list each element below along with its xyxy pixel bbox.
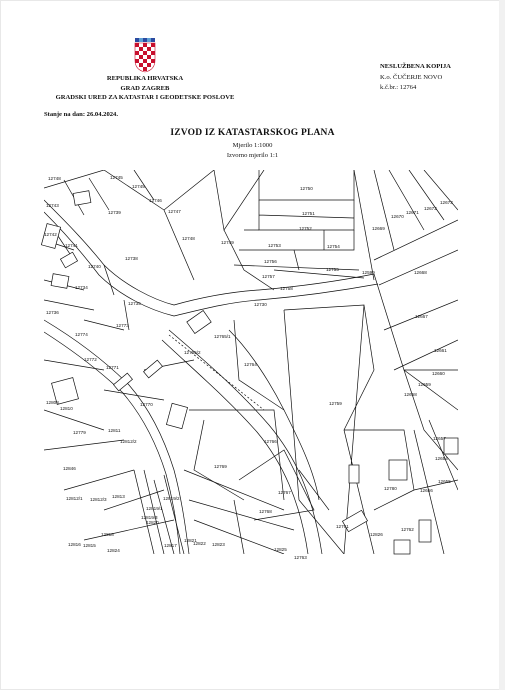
parcel-label-p-12817: 12817 <box>164 543 177 548</box>
parcel-number: k.č.br.: 12764 <box>380 84 417 91</box>
parcel-label-p-12758: 12758 <box>280 286 293 291</box>
coat-of-arms-icon <box>134 38 156 72</box>
parcel-label-p-12745: 12745 <box>132 184 145 189</box>
parcel-label-p-12754: 12754 <box>327 244 340 249</box>
parcel-label-p-12812-2: 12812/2 <box>120 439 137 444</box>
parcel-label-p-12654: 12654 <box>435 456 448 461</box>
parcel-label-p-12765-2: 12765/2 <box>184 350 201 355</box>
cadastral-municipality: K.o. ČUČERJE NOVO <box>380 73 443 81</box>
parcel-label-p-12822: 12822 <box>193 541 206 546</box>
parcel-label-p-12816: 12816 <box>68 542 81 547</box>
issuer-block <box>44 74 246 103</box>
parcel-label-p-12736: 12736 <box>46 310 59 315</box>
copy-info <box>380 62 451 94</box>
parcel-label-p-12740: 12740 <box>88 264 101 269</box>
parcel-label-p-12820: 12820 <box>146 520 159 525</box>
parcel-label-p-12818: 12818 <box>101 532 114 537</box>
parcel-label-p-12762: 12762 <box>401 527 414 532</box>
parcel-label-p-12819-2: 12819/2 <box>163 496 180 501</box>
parcel-label-p-12823: 12823 <box>212 542 225 547</box>
parcel-label-p-12765-1: 12765/1 <box>214 334 231 339</box>
parcel-label-p-12747: 12747 <box>168 209 181 214</box>
parcel-label-p-12819-3: 12819/3 <box>141 515 158 520</box>
parcel-label-p-12655: 12655 <box>438 479 451 484</box>
parcel-label-p-12730: 12730 <box>254 302 267 307</box>
parcel-label-p-12815: 12815 <box>83 543 96 548</box>
parcel-label-p-12599: 12599 <box>362 270 375 275</box>
parcel-label-p-12748a: 12748 <box>48 176 61 181</box>
parcel-label-p-12824: 12824 <box>107 548 120 553</box>
parcel-label-p-12808: 12808 <box>46 400 59 405</box>
parcel-label-p-12755: 12755 <box>326 267 339 272</box>
parcel-label-p-12659: 12659 <box>418 382 431 387</box>
parcel-label-p-12669: 12669 <box>372 226 385 231</box>
cadastral-map <box>44 170 458 560</box>
parcel-label-p-12772: 12772 <box>84 357 97 362</box>
parcel-label-p-12767: 12767 <box>278 490 291 495</box>
parcel-label-p-12779: 12779 <box>73 430 86 435</box>
parcel-label-p-12846: 12846 <box>63 466 76 471</box>
parcel-label-p-12749: 12749 <box>221 240 234 245</box>
parcel-label-p-12756: 12756 <box>264 259 277 264</box>
parcel-label-p-12773: 12773 <box>116 323 129 328</box>
parcel-label-p-12769: 12769 <box>214 464 227 469</box>
parcel-label-p-12657: 12657 <box>433 436 446 441</box>
parcel-label-p-12735: 12735 <box>128 301 141 306</box>
parcel-label-p-12812-1: 12812/1 <box>66 496 83 501</box>
parcel-label-p-12768: 12768 <box>259 509 272 514</box>
parcel-label-p-12757: 12757 <box>262 274 275 279</box>
original-scale: Izvorno mjerilo 1:1 <box>226 152 279 159</box>
document-title: IZVOD IZ KATASTARSKOG PLANA <box>170 128 335 138</box>
parcel-label-p-12764: 12764 <box>244 362 257 367</box>
parcel-label-p-12656: 12656 <box>420 488 433 493</box>
parcel-label-p-12826: 12826 <box>370 532 383 537</box>
parcel-label-p-12671: 12671 <box>406 210 419 215</box>
parcel-label-p-12658: 12658 <box>404 392 417 397</box>
parcel-label-p-12667: 12667 <box>415 314 428 319</box>
parcel-label-p-12672: 12672 <box>424 206 437 211</box>
parcel-label-p-12739: 12739 <box>108 210 121 215</box>
parcel-label-p-12819-1: 12819/1 <box>146 506 163 511</box>
parcel-label-p-12750: 12750 <box>300 186 313 191</box>
parcel-label-p-12821: 12821 <box>184 538 197 543</box>
parcel-label-p-12766: 12766 <box>264 439 277 444</box>
parcel-label-p-12759: 12759 <box>329 401 342 406</box>
parcel-label-p-12741: 12741 <box>65 243 78 248</box>
parcel-label-p-12752: 12752 <box>299 226 312 231</box>
parcel-label-p-12661: 12661 <box>434 348 447 353</box>
parcel-label-p-12825: 12825 <box>274 547 287 552</box>
parcel-label-p-12810: 12810 <box>60 406 73 411</box>
parcel-label-p-12770: 12770 <box>140 402 153 407</box>
parcel-label-p-12761: 12761 <box>336 524 349 529</box>
parcel-label-p-12673: 12673 <box>440 200 453 205</box>
parcel-label-p-12774: 12774 <box>75 332 88 337</box>
parcel-label-p-12670: 12670 <box>391 214 404 219</box>
parcel-label-p-12748: 12748 <box>182 236 195 241</box>
office-name: GRADSKI URED ZA KATASTAR I GEODETSKE POSLOVE <box>55 94 235 101</box>
parcel-label-p-12771: 12771 <box>106 365 119 370</box>
country-name: REPUBLIKA HRVATSKA <box>106 75 184 82</box>
parcel-label-p-12751: 12751 <box>302 211 315 216</box>
parcel-label-p-12780: 12780 <box>384 486 397 491</box>
state-date: Stanje na dan: 26.04.2024. <box>44 111 119 118</box>
parcel-label-p-12763: 12763 <box>294 555 307 560</box>
copy-type: NESLUŽBENA KOPIJA <box>380 63 451 70</box>
city-name: GRAD ZAGREB <box>120 84 170 92</box>
parcel-label-p-12745a: 12745 <box>110 175 123 180</box>
parcel-label-p-12812-3: 12812/3 <box>90 497 107 502</box>
parcel-label-p-12660: 12660 <box>432 371 445 376</box>
page-edge <box>499 0 505 690</box>
parcel-label-p-12742: 12742 <box>44 232 57 237</box>
parcel-label-p-12668: 12668 <box>414 270 427 275</box>
parcel-label-p-12746: 12746 <box>149 198 162 203</box>
map-scale: Mjerilo 1:1000 <box>232 142 273 149</box>
parcel-label-p-12743: 12743 <box>46 203 59 208</box>
parcel-label-p-12813: 12813 <box>112 494 125 499</box>
parcel-label-p-12811: 12811 <box>108 428 121 433</box>
parcel-labels <box>44 175 453 560</box>
parcel-label-p-12753: 12753 <box>268 243 281 248</box>
parcel-label-p-12738: 12738 <box>125 256 138 261</box>
cadastral-map-svg <box>44 170 458 560</box>
parcel-label-p-12734: 12734 <box>75 285 88 290</box>
